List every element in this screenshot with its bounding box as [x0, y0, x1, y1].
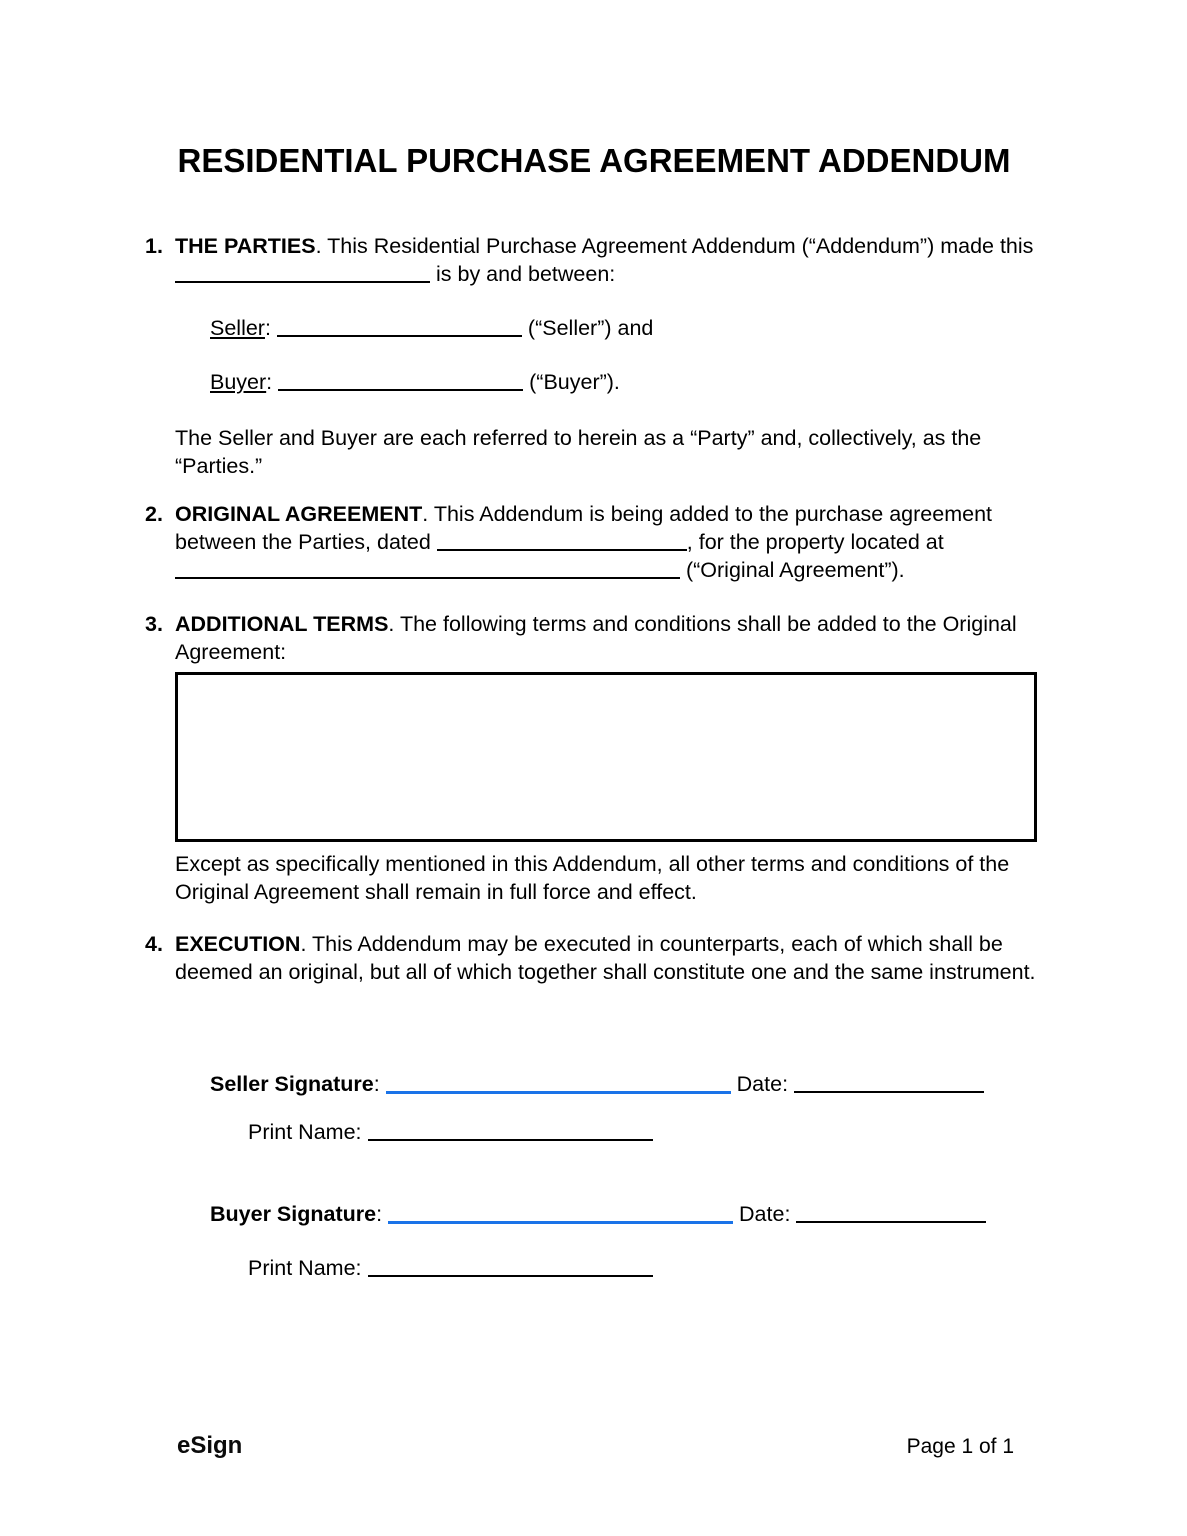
buyer-signature-field[interactable]	[388, 1221, 733, 1224]
section-2-text: . This Addendum is being added to the purchase agreement between the Parties, dated	[175, 502, 993, 554]
seller-line	[210, 314, 1043, 342]
parties-collective-note: The Seller and Buyer are each referred to herein as a “Party” and, collectively, as the “Parties.”	[175, 426, 982, 478]
buyer-suffix: (“Buyer”).	[529, 370, 620, 394]
seller-colon: :	[264, 316, 271, 340]
section-1-text-after-blank: is by and between:	[435, 262, 616, 286]
seller-suffix: (“Seller”) and	[527, 316, 654, 340]
buyer-print-name-field[interactable]	[368, 1275, 653, 1277]
section-4-heading: EXECUTION	[175, 932, 301, 956]
buyer-signature-row	[210, 1200, 1043, 1228]
seller-signature-colon: :	[373, 1072, 380, 1096]
buyer-signature-colon: :	[376, 1202, 383, 1226]
section-the-parties	[145, 232, 1043, 288]
buyer-signature-label: Buyer Signature	[210, 1202, 377, 1226]
section-1-heading: THE PARTIES	[175, 234, 316, 258]
section-4-text: . This Addendum may be executed in counterparts, each of which shall be deemed an original, but all of which together shall constitute one and the same instrument.	[175, 932, 1036, 984]
section-3-heading: ADDITIONAL TERMS	[175, 612, 389, 636]
seller-print-name-row	[248, 1118, 1043, 1146]
buyer-date-field[interactable]	[796, 1221, 986, 1223]
section-4-body	[175, 930, 1043, 986]
section-2-number: 2.	[145, 502, 163, 526]
buyer-label: Buyer	[210, 370, 267, 394]
section-3-number: 3.	[145, 612, 163, 636]
buyer-print-name-row	[248, 1254, 1043, 1282]
section-1-body	[175, 232, 1043, 288]
buyer-date-label: Date:	[739, 1202, 791, 1226]
agreement-date-field[interactable]	[437, 549, 687, 551]
section-2-text-mid: , for the property located at	[686, 530, 944, 554]
made-date-field[interactable]	[175, 281, 430, 283]
additional-terms-box[interactable]	[175, 672, 1037, 842]
seller-date-label: Date:	[736, 1072, 789, 1096]
section-3-body	[175, 610, 1043, 666]
section-2-text-end: (“Original Agreement”).	[685, 558, 905, 582]
section-1-text: . This Residential Purchase Agreement Addendum (“Addendum”) made this	[315, 234, 1034, 258]
buyer-print-name-label: Print Name:	[248, 1256, 362, 1280]
seller-label: Seller	[210, 316, 265, 340]
section-1-number: 1.	[145, 234, 163, 258]
page-title: RESIDENTIAL PURCHASE AGREEMENT ADDENDUM	[177, 142, 1011, 179]
page-footer	[177, 1432, 1014, 1461]
section-4-number: 4.	[145, 932, 163, 956]
section-additional-terms	[145, 610, 1043, 666]
section-2-body	[175, 500, 1043, 584]
seller-date-field[interactable]	[794, 1091, 984, 1093]
seller-print-name-label: Print Name:	[248, 1120, 362, 1144]
section-2-heading: ORIGINAL AGREEMENT	[175, 502, 423, 526]
seller-signature-label: Seller Signature	[210, 1072, 374, 1096]
esign-logo: eSign	[177, 1432, 243, 1459]
seller-signature-field[interactable]	[386, 1091, 731, 1094]
section-3-text: . The following terms and conditions shall be added to the Original Agreement:	[175, 612, 1017, 664]
seller-name-field[interactable]	[277, 335, 522, 337]
section-original-agreement	[145, 500, 1043, 584]
buyer-colon: :	[266, 370, 273, 394]
buyer-name-field[interactable]	[278, 389, 523, 391]
buyer-line	[210, 368, 1043, 396]
page-indicator: Page 1 of 1	[906, 1435, 1014, 1458]
section-execution	[145, 930, 1043, 986]
seller-signature-row	[210, 1070, 1043, 1098]
property-address-field[interactable]	[175, 577, 680, 579]
seller-print-name-field[interactable]	[368, 1139, 653, 1141]
additional-terms-closing-note: Except as specifically mentioned in this Addendum, all other terms and conditions of the Original Agreement shall remain in full force and effect.	[175, 852, 1010, 904]
